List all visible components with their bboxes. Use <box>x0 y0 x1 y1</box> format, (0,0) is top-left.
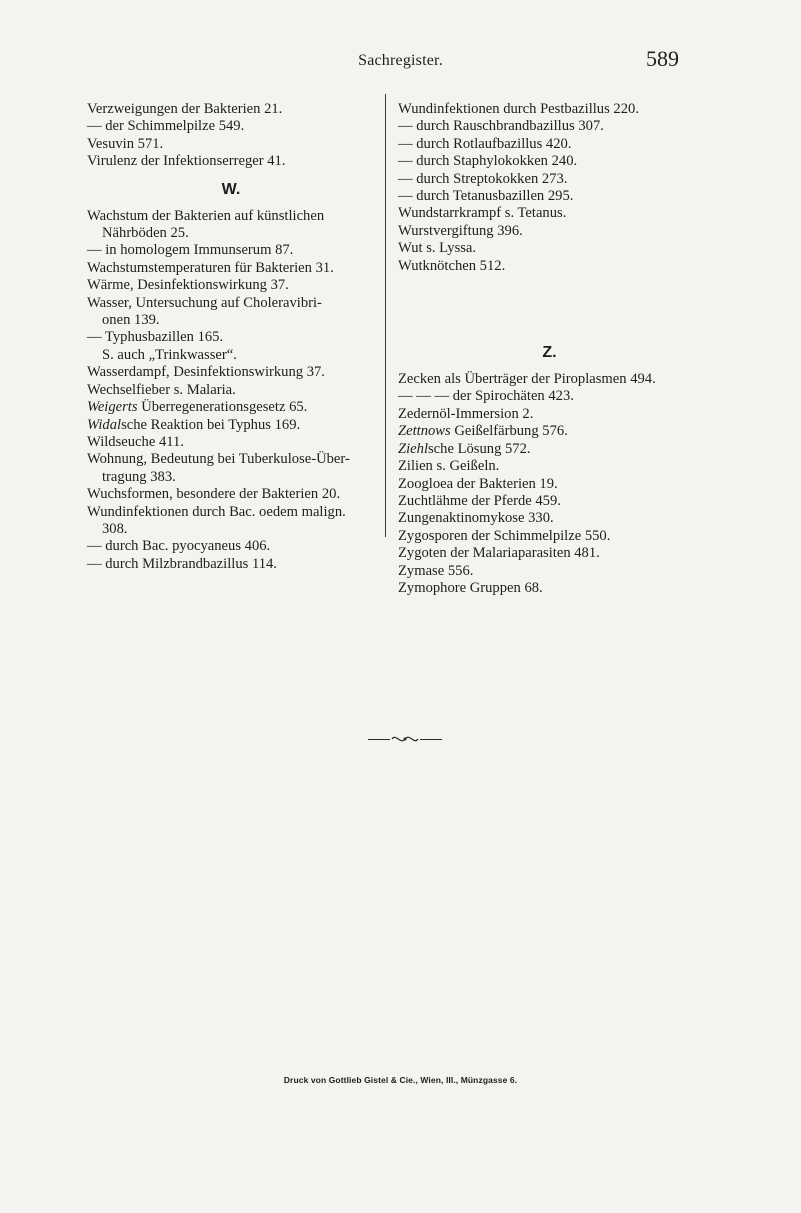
index-entry: Wasserdampf, Desinfektionswirkung 37. <box>87 364 325 381</box>
index-entry: — durch Tetanusbazillen 295. <box>398 188 574 205</box>
index-entry <box>87 417 375 434</box>
index-entry-continuation: 308. <box>102 520 128 537</box>
index-entry-continuation: onen 139. <box>102 312 160 329</box>
index-entry: Wundstarrkrampf s. Tetanus. <box>398 205 567 222</box>
ornament-flourish-icon <box>390 733 420 745</box>
index-entry: Zungenaktinomykose 330. <box>398 510 554 527</box>
index-entry: — durch Bac. pyocyaneus 406. <box>87 538 271 555</box>
section-spacer <box>398 275 701 334</box>
index-entry: Wildseuche 411. <box>87 433 184 450</box>
section-letter-z: Z. <box>542 344 557 362</box>
index-entry: Zygoten der Malariaparasiten 481. <box>398 545 600 562</box>
index-entry: Zedernöl-Immersion 2. <box>398 405 534 422</box>
index-entry: Zymophore Gruppen 68. <box>398 579 543 596</box>
index-entry: — durch Rotlaufbazillus 420. <box>398 135 572 152</box>
index-entry: Wut s. Lyssa. <box>398 240 477 257</box>
index-entry: — — — der Spirochäten 423. <box>398 388 574 405</box>
index-entry: Zuchtlähme der Pferde 459. <box>398 492 561 509</box>
index-entry: Wundinfektionen durch Bac. oedem malign. <box>87 503 346 520</box>
index-entry: Vesuvin 571. <box>87 135 164 152</box>
index-entry-cross-reference: S. auch „Trinkwasser“. <box>102 346 237 363</box>
index-entry <box>398 441 701 458</box>
author-name: Ziehl <box>398 440 428 457</box>
index-entry: Wärme, Desinfektionswirkung 37. <box>87 277 289 294</box>
page-number: 589 <box>646 46 679 71</box>
entry-text: Geißelfärbung 576. <box>450 423 568 440</box>
index-entry <box>87 399 375 416</box>
ornament-rule-left <box>368 739 390 740</box>
index-entry: Verzweigungen der Bakterien 21. <box>87 101 283 117</box>
index-entry: Wuchsformen, besondere der Bakterien 20. <box>87 486 341 503</box>
index-entry: Wurstvergiftung 396. <box>398 222 523 239</box>
author-name: Weigerts <box>87 399 138 416</box>
author-name: Zettnows <box>398 423 451 440</box>
index-entry: Wohnung, Bedeutung bei Tuberkulose-Über- <box>87 451 350 468</box>
index-entry: Wasser, Untersuchung auf Choleravibri- <box>87 294 322 311</box>
index-entry-continuation: tragung 383. <box>102 468 176 485</box>
index-entry <box>398 423 701 440</box>
index-entry: Wachstum der Bakterien auf künstlichen <box>87 207 325 224</box>
index-entry: Wechselfieber s. Malaria. <box>87 381 236 398</box>
index-entry: — durch Streptokokken 273. <box>398 170 568 187</box>
index-entry: — der Schimmelpilze 549. <box>87 118 245 135</box>
printer-imprint: Druck von Gottlieb Gistel & Cie., Wien, III., Münzgasse 6. <box>283 1075 518 1085</box>
running-header: Sachregister. <box>358 52 443 69</box>
author-name: Widal <box>87 416 122 433</box>
index-entry: Zilien s. Geißeln. <box>398 458 500 475</box>
index-column-left <box>87 101 375 573</box>
index-entry: Wundinfektionen durch Pestbazillus 220. <box>398 101 639 117</box>
index-entry: Wutknötchen 512. <box>398 257 506 274</box>
index-entry: Zecken als Überträger der Piroplasmen 494. <box>398 371 656 388</box>
index-entry: Zymase 556. <box>398 562 474 579</box>
index-entry: Zygosporen der Schimmelpilze 550. <box>398 527 611 544</box>
section-letter-w: W. <box>221 180 241 198</box>
index-entry: Zoogloea der Bakterien 19. <box>398 475 558 492</box>
index-entry: — durch Milzbrandbazillus 114. <box>87 555 277 572</box>
index-entry: — Typhusbazillen 165. <box>87 329 224 346</box>
index-entry: Virulenz der Infektionserreger 41. <box>87 153 286 170</box>
entry-text: sche Lösung 572. <box>428 440 531 457</box>
index-entry: — durch Rauschbrandbazillus 307. <box>398 118 604 135</box>
index-entry: — in homologem Immunserum 87. <box>87 242 294 259</box>
index-entry: Wachstumstemperaturen für Bakterien 31. <box>87 259 334 276</box>
index-entry: — durch Staphylokokken 240. <box>398 153 578 170</box>
end-ornament <box>365 731 445 746</box>
column-divider <box>385 94 386 537</box>
entry-text: sche Reaktion bei Typhus 169. <box>121 416 301 433</box>
entry-text: Überregenerationsgesetz 65. <box>137 399 308 416</box>
index-column-right <box>398 101 701 597</box>
index-entry-continuation: Nährböden 25. <box>102 225 189 242</box>
ornament-rule-right <box>420 739 442 740</box>
